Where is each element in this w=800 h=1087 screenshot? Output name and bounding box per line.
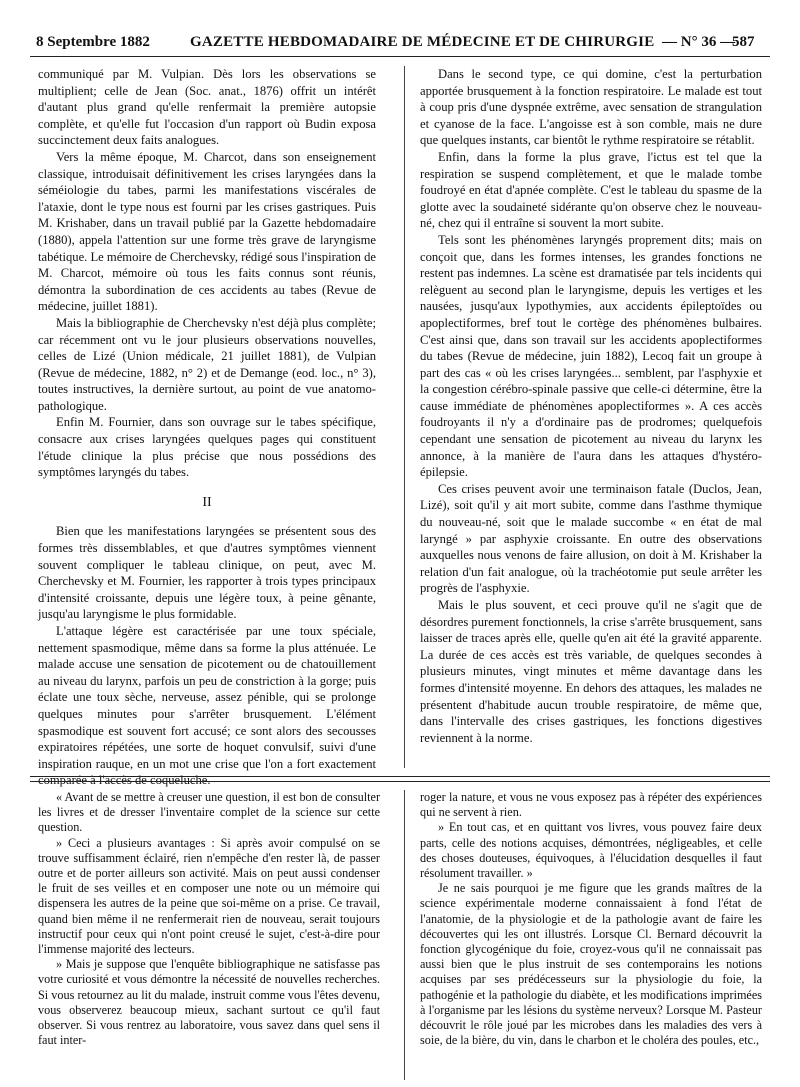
paragraph: roger la nature, et vous ne vous exposez pas à répéter des expériences qui ne servent à rien. <box>420 790 762 820</box>
column-top-right <box>420 66 762 746</box>
column-bottom-right <box>420 790 762 1048</box>
header-issue-number: — N° 36 — <box>662 34 736 50</box>
paragraph: L'attaque légère est caractérisée par une toux spéciale, nettement spasmodique, même dans sa forme la plus atténuée. Le malade accuse une sensation de picotement ou de chatouillement au niveau du larynx, parfois un peu de constriction à la gorge; puis éclate une toux sèche, nerveuse, assez pénible, qui se prolonge quelques minutes pour s'arrêter brusquement. L'élément spasmodique est souvent fort accusé; ce sont alors des secousses expiratoires répétées, une sorte de hoquet convulsif, suivi d'une inspiration rauque, en un mot une crise que l'on a fort exactement comparée à l'accès de coqueluche. <box>38 624 376 788</box>
paragraph: Ces crises peuvent avoir une terminaison fatale (Duclos, Jean, Lizé), soit qu'il y ait mort subite, comme dans l'asthme thymique du nouveau-né, soit que le malade succombe « en état de mal laryngé » par asphyxie croissante. En outre des observations auxquelles nous venons de faire allusion, on doit à M. Krishaber la relation d'un fait analogue, où la trachéotomie put seule arrêter les progrès de l'asphyxie. <box>420 481 762 596</box>
running-header <box>30 30 770 57</box>
paragraph: » En tout cas, et en quittant vos livres, vous pouvez faire deux parts, celle des notions acquises, démontrées, négligeables, et celle des choses douteuses, équivoques, à l'élucidation desquelles il faut résolument travailler. » <box>420 820 762 881</box>
paragraph: » Ceci a plusieurs avantages : Si après avoir compulsé on se trouve suffisamment éclairé, rien n'empêche d'en rester là, de passer outre et de porter ailleurs son activité. Mais on peut aussi condenser le fruit de ses veilles et en composer une note ou un mémoire qui dispensera les autres de la peine que soi-même on a prise. Ce travail, quand bien même il ne renfermerait rien de nouveau, serait toujours instructif pour ceux qui n'ont point creusé le sujet, c'est-à-dire pour l'immense majorité des lecteurs. <box>38 835 380 957</box>
column-rule <box>404 790 405 1080</box>
column-top-left <box>38 66 376 789</box>
paragraph: « Avant de se mettre à creuser une question, il est bon de consulter les livres et de dresser l'inventaire complet de la science sur cette question. <box>38 790 380 835</box>
paragraph: Mais la bibliographie de Cherchevsky n'est déjà plus complète; car récemment ont vu le jour plusieurs observations nouvelles, celles de Lizé (Union médicale, 21 juillet 1881), de Vulpian (Revue de médecine, 1882, n° 2) et de Demange (eod. loc., n° 3), toutes instructives, la dernière surtout, au point de vue anatomo-pathologique. <box>38 315 376 413</box>
section-heading: II <box>202 494 212 510</box>
paragraph: Bien que les manifestations laryngées se présentent sous des formes très dissemblables, et que d'autres symptômes viennent souvent compliquer le tableau clinique, on peut, avec M. Cherchevsky et M. Fournier, les rapporter à trois types principaux d'intensité croissante, depuis une légère toux, à peine gênante, jusqu'au laryngisme le plus formidable. <box>38 524 376 622</box>
paragraph: Enfin, dans la forme la plus grave, l'ictus est tel que la respiration se suspend complètement, et que le malade tombe foudroyé en état d'apnée complète. C'est le tableau du spasme de la glotte avec la soudaineté sidérante qu'on observe chez le nouveau-né, chez qui il entraîne si souvent la mort subite. <box>420 149 762 231</box>
paragraph: Je ne sais pourquoi je me figure que les grands maîtres de la science expérimentale moderne connaissaient à fond l'état de l'anatomie, de la physiologie et de la pathologie avant de faire les découvertes qui les ont illustrés. Lorsque Cl. Bernard découvrit la fonction glycogénique du foie, croyez-vous qu'il ne connaissait pas aussi bien que le plus instruit de ses contemporains les notions acquises par ses prédécesseurs sur la physiologie du foie, la pathogénie et la pathologie du diabète, et les modifications imprimées à l'organisme par les lésions du système nerveux? Lorsque M. Pasteur découvrit le rôle joué par les microbes dans les maladies des vers à soie, de la bière, du vin, dans le charbon et le choléra des poules, etc., <box>420 881 762 1048</box>
paragraph: » Mais je suppose que l'enquête bibliographique ne satisfasse pas votre curiosité et vous démontre la nécessité de nouvelles recherches. Si vous retournez au lit du malade, instruit comme vous l'êtes devenu, vous observerez beaucoup mieux, sachant surtout ce qu'il faut observer. Si vous rentrez au laboratoire, vous savez dans quel sens il faut inter- <box>38 957 380 1048</box>
header-date: 8 Septembre 1882 <box>36 34 150 50</box>
paragraph: Vers la même époque, M. Charcot, dans son enseignement classique, introduisait définitivement les crises laryngées dans la séméiologie du tabes, parmi les manifestations viscérales de l'ataxie, dont le type nous est fourni par les crises gastriques. Puis M. Krishaber, dans un travail publié par la Gazette hebdomadaire (1880), appela l'attention sur une forme très grave de laryngisme tabétique. Le mémoire de Cherchevsky, rédigé sous l'inspiration de M. Charcot, mémoire où tous les faits connus sont réunis, démontra la subordination de ces accidents au tabes (Revue de médecine, juillet 1881). <box>38 149 376 314</box>
paragraph: Enfin M. Fournier, dans son ouvrage sur le tabes spécifique, consacre aux crises laryngées quelques pages qui constituent l'étude clinique la plus précise que nous possédions des symptômes laryngés du tabes. <box>38 415 376 480</box>
paragraph: Tels sont les phénomènes laryngés proprement dits; mais on conçoit que, dans les formes intenses, les grandes fonctions ne restent pas indemnes. La scène est dramatisée par tels incidents qui relèguent au second plan le laryngisme, depuis les vertiges et les nausées, jusqu'aux lypothymies, aux accidents épileptoïdes ou apoplectiformes, bref tout le cortège des phénomènes bulbaires. C'est ainsi que, dans son travail sur les accidents apoplectiformes du tabes (Revue de médecine, juin 1882), Lecoq fait un groupe à part des cas « où les crises laryngées... semblent, par l'asphyxie et la congestion cérébro-spinale passive que celle-ci détermine, être la cause immédiate de phénomènes apoplectiformes ». A ces accès foudroyants il n'y a d'ordinaire pas de prodromes; quelquefois cependant une sensation de picotement au niveau du larynx les annonce, à la manière de l'aura dans les attaques d'hystéro-épilepsie. <box>420 232 762 480</box>
paragraph: communiqué par M. Vulpian. Dès lors les observations se multiplient; celle de Jean (Soc. anat., 1876) offrit un intérêt d'autant plus grand qu'elle renfermait la première autopsie complète, et qu'elle fut l'occasion d'un rapport où Budin exposa succinctement deux faits analogues. <box>38 67 376 148</box>
paragraph: Dans le second type, ce qui domine, c'est la perturbation apportée brusquement à la fonction respiratoire. Le malade est tout à coup pris d'une dyspnée extrême, avec sensation de strangulation et cyanose de la face. L'angoisse est à son comble, mais ne dure que quelques instants, car bientôt le rythme respiratoire se rétablit. <box>420 67 762 148</box>
column-rule <box>404 66 405 768</box>
section-separator <box>30 776 770 782</box>
header-page-number: 587 <box>732 34 755 50</box>
column-bottom-left <box>38 790 380 1048</box>
header-title: GAZETTE HEBDOMADAIRE DE MÉDECINE ET DE CHIRURGIE <box>190 34 655 50</box>
paragraph: Mais le plus souvent, et ceci prouve qu'il ne s'agit que de désordres purement fonctionnels, la crise s'arrête brusquement, sans laisser de traces après elle, quelle qu'en ait été la gravité apparente. La durée de ces accès est très variable, de quelques secondes à plusieurs minutes, vingt minutes et même davantage dans les formes d'intensité moyenne. En dehors des attaques, les malades ne présentent d'habitude aucun trouble respiratoire, de même que, dans l'intervalle des crises gastriques, les fonctions digestives reviennent à la norme. <box>420 598 762 745</box>
